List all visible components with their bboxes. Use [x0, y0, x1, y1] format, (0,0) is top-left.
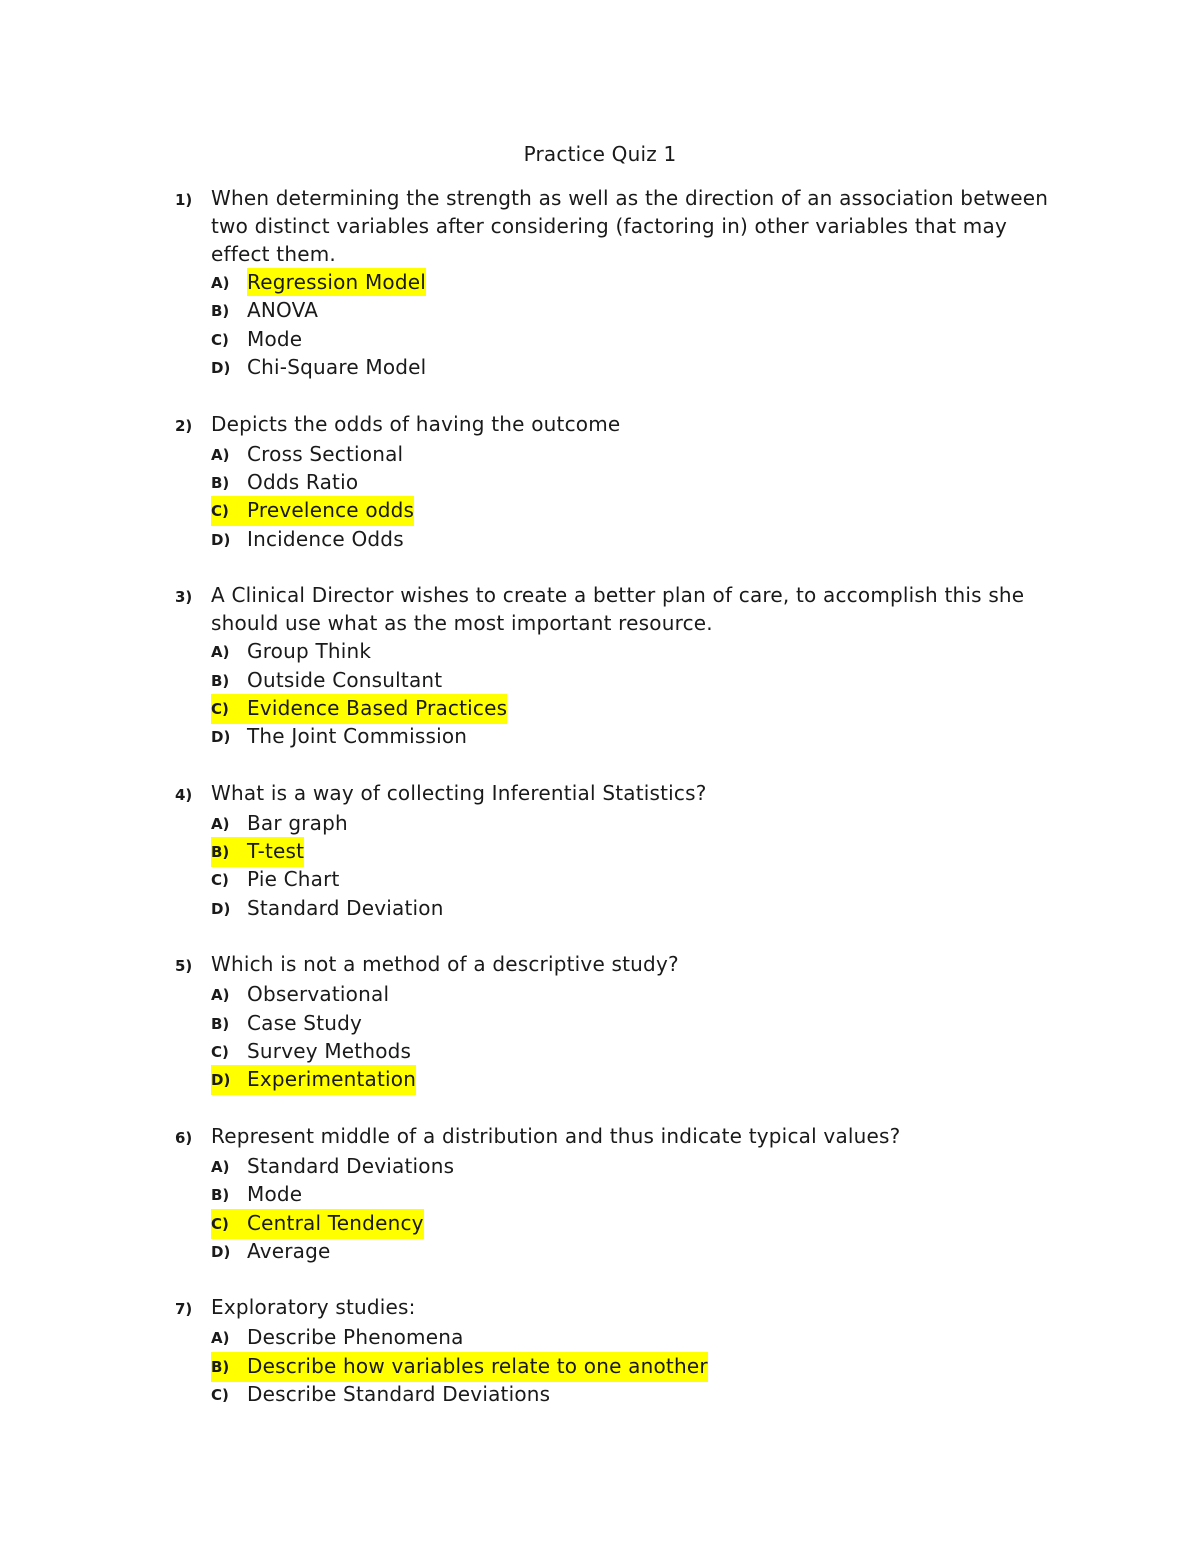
- answer-option: [211, 1037, 1075, 1065]
- answer-option: [211, 1009, 1075, 1037]
- option-text: Group Think: [247, 639, 372, 664]
- option-text: Mode: [247, 326, 303, 351]
- option-text: Describe Phenomena: [247, 1325, 464, 1350]
- option-text: Standard Deviation: [247, 895, 444, 920]
- option-letter: D): [211, 1242, 231, 1261]
- answer-option: [211, 1152, 1075, 1180]
- answer-highlight: [211, 1065, 416, 1095]
- answer-options: [211, 1323, 1075, 1408]
- question-stem: [175, 581, 1075, 637]
- option-letter: D): [211, 1071, 231, 1090]
- answer-option: [211, 694, 1075, 722]
- question-text: Exploratory studies:: [211, 1295, 416, 1320]
- answer-option: [211, 353, 1075, 381]
- question-text: When determining the strength as well as the direction of an association between two distinct variables after considering (factoring in) other variables that may effect them.: [211, 186, 1049, 266]
- option-text: Describe Standard Deviations: [247, 1382, 551, 1407]
- question-text: Depicts the odds of having the outcome: [211, 411, 621, 436]
- question-stem: [175, 184, 1075, 268]
- answer-options: [211, 1152, 1075, 1266]
- answer-option: [211, 1209, 1075, 1237]
- option-letter: D): [211, 530, 231, 549]
- page-title: Practice Quiz 1: [523, 142, 677, 166]
- option-letter: C): [211, 1214, 229, 1233]
- answer-option: [211, 1065, 1075, 1093]
- option-text: Standard Deviations: [247, 1153, 455, 1178]
- option-text: Outside Consultant: [247, 667, 443, 692]
- question-number: 3): [175, 588, 193, 607]
- question-stem: [175, 1293, 1075, 1323]
- option-letter: B): [211, 843, 230, 862]
- answer-highlight: [211, 496, 414, 526]
- option-letter: A): [211, 986, 230, 1005]
- answer-options: [211, 440, 1075, 554]
- option-letter: B): [211, 1014, 230, 1033]
- question-number: 1): [175, 191, 193, 209]
- option-text: Describe how variables relate to one another: [247, 1353, 708, 1378]
- option-text: Case Study: [247, 1010, 363, 1035]
- answer-option: [211, 325, 1075, 353]
- question-stem: [175, 1122, 1075, 1152]
- answer-highlight: [211, 1352, 708, 1382]
- answer-option: [211, 894, 1075, 922]
- answer-option: [211, 1352, 1075, 1380]
- answer-options: [211, 809, 1075, 923]
- answer-option: [211, 980, 1075, 1008]
- question-text: Which is not a method of a descriptive study?: [211, 952, 679, 977]
- question-5: [175, 950, 1075, 1094]
- option-text: Evidence Based Practices: [247, 695, 508, 720]
- option-letter: D): [211, 899, 231, 918]
- question-number: 5): [175, 957, 193, 976]
- question-number: 7): [175, 1300, 193, 1319]
- option-letter: C): [211, 871, 229, 890]
- question-stem: [175, 410, 1075, 440]
- question-number: 2): [175, 416, 193, 435]
- option-letter: C): [211, 699, 229, 718]
- question-7: [175, 1293, 1075, 1408]
- option-text: Incidence Odds: [247, 526, 404, 551]
- answer-option: [211, 525, 1075, 553]
- answer-option: [211, 468, 1075, 496]
- question-6: [175, 1122, 1075, 1266]
- answer-option: [211, 666, 1075, 694]
- question-text: Represent middle of a distribution and thus indicate typical values?: [211, 1123, 901, 1148]
- answer-option: [211, 496, 1075, 524]
- option-letter: B): [211, 473, 230, 492]
- answer-highlight: [211, 694, 507, 724]
- option-text: Observational: [247, 982, 390, 1007]
- option-text: Pie Chart: [247, 867, 340, 892]
- option-text: Bar graph: [247, 810, 348, 835]
- question-number: 4): [175, 785, 193, 804]
- option-text: Central Tendency: [247, 1210, 424, 1235]
- answer-option: [211, 440, 1075, 468]
- answer-highlight: [247, 268, 426, 296]
- question-4: [175, 779, 1075, 923]
- option-text: Prevelence odds: [247, 498, 415, 523]
- option-text: Chi-Square Model: [247, 355, 427, 380]
- answer-option: [211, 1237, 1075, 1265]
- answer-option: [211, 268, 1075, 296]
- question-stem: [175, 950, 1075, 980]
- option-text: Mode: [247, 1182, 303, 1207]
- answer-highlight: [211, 837, 304, 867]
- answer-option: [211, 865, 1075, 893]
- question-2: [175, 410, 1075, 554]
- answer-option: [211, 837, 1075, 865]
- option-text: T-test: [247, 839, 305, 864]
- answer-highlight: [211, 1209, 424, 1239]
- option-text: Odds Ratio: [247, 469, 359, 494]
- option-letter: C): [211, 330, 229, 349]
- answer-option: [211, 1323, 1075, 1351]
- quiz-questions: [175, 184, 1075, 1437]
- option-letter: C): [211, 502, 229, 521]
- option-text: Experimentation: [247, 1067, 417, 1092]
- option-letter: B): [211, 302, 230, 321]
- option-letter: C): [211, 1386, 229, 1405]
- answer-option: [211, 1380, 1075, 1408]
- option-letter: A): [211, 814, 230, 833]
- answer-options: [211, 637, 1075, 751]
- question-1: [175, 184, 1075, 382]
- answer-option: [211, 1180, 1075, 1208]
- option-letter: A): [211, 1329, 230, 1348]
- answer-option: [211, 296, 1075, 324]
- option-letter: A): [211, 274, 230, 292]
- option-letter: D): [211, 359, 231, 378]
- answer-options: [211, 980, 1075, 1094]
- answer-option: [211, 637, 1075, 665]
- option-text: Survey Methods: [247, 1039, 412, 1064]
- question-stem: [175, 779, 1075, 809]
- option-text: Regression Model: [247, 270, 427, 294]
- option-letter: B): [211, 671, 230, 690]
- option-text: ANOVA: [247, 298, 319, 323]
- question-text: A Clinical Director wishes to create a better plan of care, to accomplish this she should use what as the most important resource.: [211, 583, 1025, 636]
- answer-option: [211, 722, 1075, 750]
- question-text: What is a way of collecting Inferential Statistics?: [211, 780, 707, 805]
- option-letter: A): [211, 1157, 230, 1176]
- option-letter: C): [211, 1043, 229, 1062]
- option-letter: B): [211, 1357, 230, 1376]
- answer-options: [211, 268, 1075, 382]
- answer-option: [211, 809, 1075, 837]
- option-letter: B): [211, 1186, 230, 1205]
- option-text: The Joint Commission: [247, 724, 468, 749]
- option-letter: A): [211, 643, 230, 662]
- question-3: [175, 581, 1075, 751]
- option-text: Average: [247, 1238, 331, 1263]
- question-number: 6): [175, 1128, 193, 1147]
- option-text: Cross Sectional: [247, 441, 404, 466]
- option-letter: A): [211, 445, 230, 464]
- option-letter: D): [211, 728, 231, 747]
